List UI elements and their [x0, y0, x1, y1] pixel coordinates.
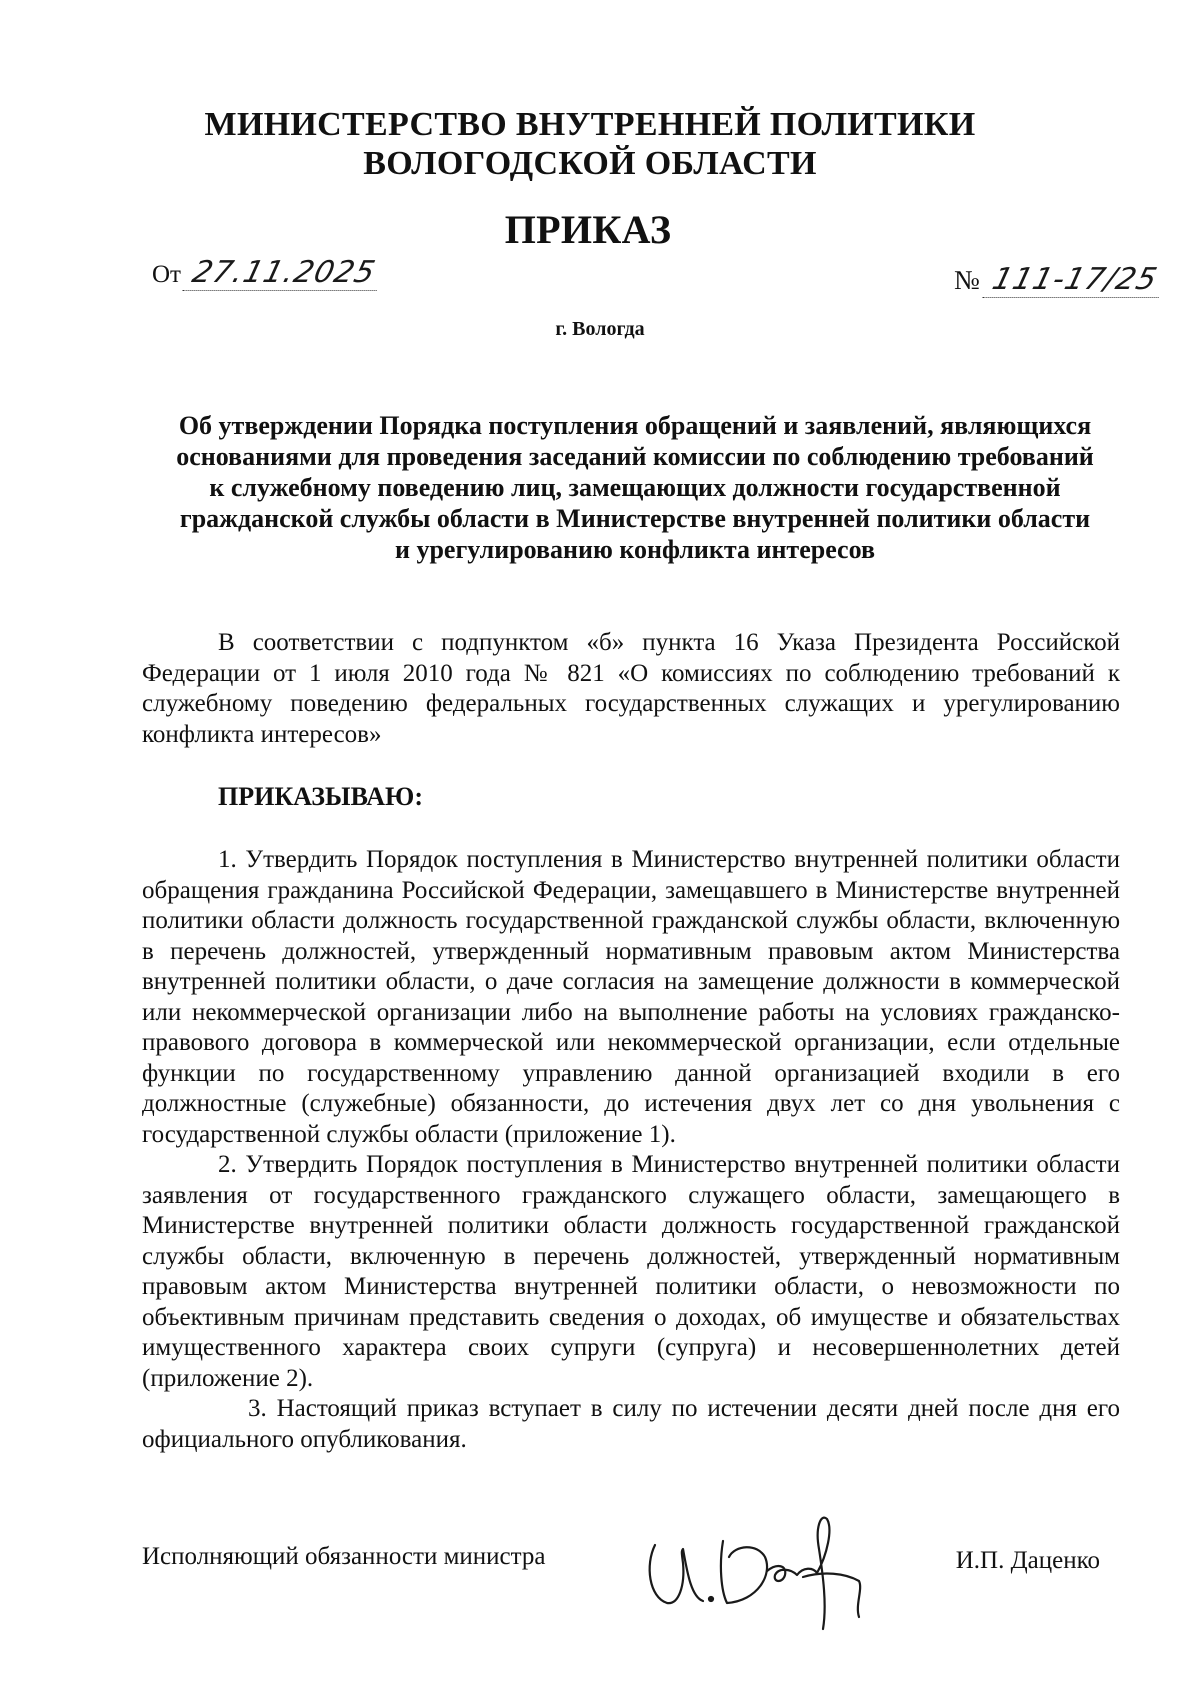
title-line: и урегулированию конфликта интересов [394, 535, 875, 564]
handwritten-signature [627, 1505, 877, 1635]
order-item-1: 1. Утвердить Порядок поступления в Министерство внутренней политики области обращения гражданина Российской Федерации, замещавшего в Министерстве внутренней политики области должность государственной гражданской службы области, включенную в перечень должностей, утвержденный нормативным правовым актом Министерства внутренней политики области, о даче согласия на замещение должности в коммерческой или некоммерческой организации либо на выполнение работы на условиях гражданско-правового договора в коммерческой или некоммерческой организации, если отдельные функции по государственному управлению данной организацией входили в его должностные (служебные) обязанности, до истечения двух лет со дня увольнения с государственной службы области (приложение 1). [142, 846, 1120, 1148]
order-item-3: 3. Настоящий приказ вступает в силу по истечении десяти дней после дня его официального опубликования. [142, 1395, 1120, 1453]
title-line: основаниями для проведения заседаний комиссии по соблюдению требований [176, 442, 1094, 471]
preamble [142, 628, 1120, 750]
number-prefix: № [954, 265, 980, 295]
city: г. Вологда [555, 318, 645, 340]
title-line: к служебному поведению лиц, замещающих должности государственной [209, 473, 1061, 502]
order-number [954, 262, 1162, 298]
date-prefix: От [152, 261, 181, 288]
ministry-name-line-2: ВОЛОГОДСКОЙ ОБЛАСТИ [363, 145, 817, 182]
order-item-2: 2. Утвердить Порядок поступления в Министерство внутренней политики области заявления от государственного гражданского служащего области, замещающего в Министерстве внутренней политики области должность государственной гражданской службы области, включенную в перечень должностей, утвержденный нормативным правовым актом Министерства внутренней политики области, о невозможности по объективным причинам представить сведения о доходах, об имуществе и обязательствах имущественного характера своих супруги (супруга) и несовершеннолетних детей (приложение 2). [142, 1151, 1120, 1392]
order-date [152, 255, 381, 291]
handwritten-date: 27.11.2025 [183, 255, 386, 291]
handwritten-number: 111-17/25 [982, 262, 1167, 298]
ministry-name-line-1: МИНИСТЕРСТВО ВНУТРЕННЕЙ ПОЛИТИКИ [204, 106, 976, 143]
order-title [150, 410, 1120, 565]
signatory-name: И.П. Даценко [955, 1547, 1100, 1574]
title-line: Об утверждении Порядка поступления обращений и заявлений, являющихся [178, 411, 1092, 440]
order-items [142, 845, 1120, 1455]
signatory-position: Исполняющий обязанности министра [142, 1543, 546, 1570]
title-line: гражданской службы области в Министерстве внутренней политики области [179, 504, 1091, 533]
preamble-text: В соответствии с подпунктом «б» пункта 16 Указа Президента Российской Федерации от 1 июля 2010 года № 821 «О комиссиях по соблюдению требований к служебному поведению федеральных государственных служащих и урегулированию конфликта интересов» [142, 629, 1120, 748]
signature-block [142, 1535, 1120, 1615]
document-type: ПРИКАЗ [504, 207, 672, 252]
decree-word: ПРИКАЗЫВАЮ: [218, 782, 423, 811]
